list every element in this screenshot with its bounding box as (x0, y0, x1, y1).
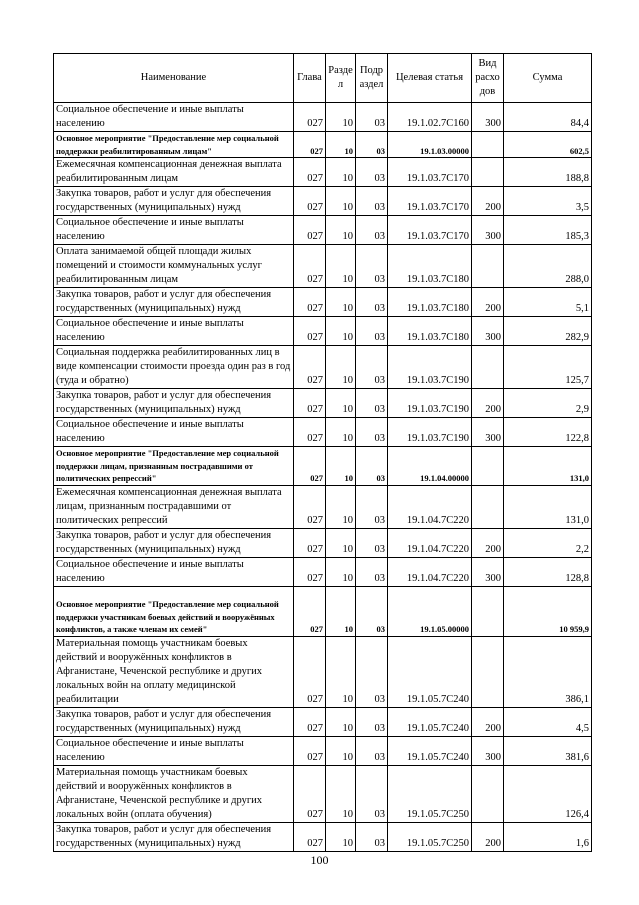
row-razdel-cell: 10 (326, 187, 356, 216)
row-target-cell: 19.1.04.7С220 (388, 485, 472, 528)
row-sum-cell: 282,9 (504, 317, 592, 346)
row-razdel-cell: 10 (326, 103, 356, 132)
row-vid-cell: 200 (472, 822, 504, 851)
row-sum-cell: 126,4 (504, 765, 592, 822)
row-vid-cell: 300 (472, 557, 504, 586)
row-podrazdel-cell: 03 (356, 822, 388, 851)
table-row (54, 485, 592, 528)
row-name-cell: Закупка товаров, работ и услуг для обеспечения государственных (муниципальных) нужд (54, 288, 294, 317)
table-row (54, 158, 592, 187)
row-vid-cell (472, 245, 504, 288)
row-razdel-cell: 10 (326, 317, 356, 346)
row-razdel-cell: 10 (326, 736, 356, 765)
header-razdel: Разде л (326, 54, 356, 103)
row-vid-cell (472, 765, 504, 822)
row-glava-cell: 027 (294, 245, 326, 288)
row-podrazdel-cell: 03 (356, 187, 388, 216)
row-vid-cell: 300 (472, 736, 504, 765)
table-row (54, 822, 592, 851)
row-glava-cell: 027 (294, 132, 326, 158)
table-row (54, 346, 592, 389)
row-podrazdel-cell: 03 (356, 158, 388, 187)
row-glava-cell: 027 (294, 822, 326, 851)
row-glava-cell: 027 (294, 736, 326, 765)
row-target-cell: 19.1.05.00000 (388, 586, 472, 636)
table-row (54, 557, 592, 586)
table-row (54, 317, 592, 346)
row-name-cell: Основное мероприятие "Предоставление мер социальной поддержки участникам боевых действий и вооружённых конфликтов, а также членам их семей" (54, 586, 294, 636)
row-target-cell: 19.1.05.7С250 (388, 765, 472, 822)
table-row (54, 736, 592, 765)
row-vid-cell: 200 (472, 528, 504, 557)
row-glava-cell: 027 (294, 288, 326, 317)
row-glava-cell: 027 (294, 447, 326, 486)
row-name-cell: Закупка товаров, работ и услуг для обеспечения государственных (муниципальных) нужд (54, 822, 294, 851)
row-razdel-cell: 10 (326, 158, 356, 187)
row-podrazdel-cell: 03 (356, 765, 388, 822)
table-row (54, 765, 592, 822)
row-glava-cell: 027 (294, 586, 326, 636)
row-glava-cell: 027 (294, 346, 326, 389)
header-row (54, 54, 592, 103)
row-podrazdel-cell: 03 (356, 216, 388, 245)
row-target-cell: 19.1.04.7С220 (388, 528, 472, 557)
row-target-cell: 19.1.03.00000 (388, 132, 472, 158)
row-target-cell: 19.1.05.7С240 (388, 707, 472, 736)
row-target-cell: 19.1.04.7С220 (388, 557, 472, 586)
row-name-cell: Социальное обеспечение и иные выплаты населению (54, 103, 294, 132)
row-vid-cell: 200 (472, 707, 504, 736)
header-name: Наименование (54, 54, 294, 103)
row-glava-cell: 027 (294, 707, 326, 736)
row-name-cell: Ежемесячная компенсационная денежная выплата лицам, признанным пострадавшими от политических репрессий (54, 485, 294, 528)
row-target-cell: 19.1.05.7С240 (388, 636, 472, 707)
row-glava-cell: 027 (294, 485, 326, 528)
row-podrazdel-cell: 03 (356, 447, 388, 486)
row-name-cell: Основное мероприятие "Предоставление мер социальной поддержки реабилитированным лицам" (54, 132, 294, 158)
row-sum-cell: 128,8 (504, 557, 592, 586)
row-podrazdel-cell: 03 (356, 636, 388, 707)
row-vid-cell (472, 636, 504, 707)
row-name-cell: Социальное обеспечение и иные выплаты населению (54, 557, 294, 586)
row-razdel-cell: 10 (326, 765, 356, 822)
table-row (54, 636, 592, 707)
row-sum-cell: 602,5 (504, 132, 592, 158)
table-row (54, 528, 592, 557)
row-razdel-cell: 10 (326, 132, 356, 158)
row-name-cell: Закупка товаров, работ и услуг для обеспечения государственных (муниципальных) нужд (54, 389, 294, 418)
row-sum-cell: 381,6 (504, 736, 592, 765)
row-vid-cell (472, 158, 504, 187)
row-sum-cell: 185,3 (504, 216, 592, 245)
table-row (54, 132, 592, 158)
row-glava-cell: 027 (294, 765, 326, 822)
row-sum-cell: 3,5 (504, 187, 592, 216)
row-vid-cell: 300 (472, 103, 504, 132)
table-row (54, 586, 592, 636)
header-podrazdel: Подр аздел (356, 54, 388, 103)
row-target-cell: 19.1.03.7С190 (388, 346, 472, 389)
row-name-cell: Материальная помощь участникам боевых действий и вооружённых конфликтов в Афганистане, Чеченской республике и других локальных войн на оплату медицинской реабилитации (54, 636, 294, 707)
row-name-cell: Закупка товаров, работ и услуг для обеспечения государственных (муниципальных) нужд (54, 528, 294, 557)
header-target: Целевая статья (388, 54, 472, 103)
row-razdel-cell: 10 (326, 288, 356, 317)
row-glava-cell: 027 (294, 158, 326, 187)
row-sum-cell: 131,0 (504, 447, 592, 486)
row-target-cell: 19.1.05.7С250 (388, 822, 472, 851)
row-podrazdel-cell: 03 (356, 103, 388, 132)
row-sum-cell: 4,5 (504, 707, 592, 736)
table-row (54, 216, 592, 245)
table-row (54, 245, 592, 288)
table-row (54, 103, 592, 132)
row-razdel-cell: 10 (326, 636, 356, 707)
page-number: 100 (310, 853, 329, 867)
row-razdel-cell: 10 (326, 418, 356, 447)
row-glava-cell: 027 (294, 389, 326, 418)
row-razdel-cell: 10 (326, 557, 356, 586)
row-vid-cell: 200 (472, 389, 504, 418)
row-name-cell: Социальное обеспечение и иные выплаты населению (54, 736, 294, 765)
row-razdel-cell: 10 (326, 528, 356, 557)
row-name-cell: Закупка товаров, работ и услуг для обеспечения государственных (муниципальных) нужд (54, 707, 294, 736)
row-name-cell: Социальное обеспечение и иные выплаты населению (54, 317, 294, 346)
row-sum-cell: 188,8 (504, 158, 592, 187)
row-name-cell: Закупка товаров, работ и услуг для обеспечения государственных (муниципальных) нужд (54, 187, 294, 216)
row-sum-cell: 288,0 (504, 245, 592, 288)
row-sum-cell: 386,1 (504, 636, 592, 707)
row-razdel-cell: 10 (326, 447, 356, 486)
table-row (54, 707, 592, 736)
header-glava: Глава (294, 54, 326, 103)
row-glava-cell: 027 (294, 187, 326, 216)
row-podrazdel-cell: 03 (356, 485, 388, 528)
row-podrazdel-cell: 03 (356, 288, 388, 317)
row-target-cell: 19.1.03.7С170 (388, 216, 472, 245)
row-podrazdel-cell: 03 (356, 346, 388, 389)
row-podrazdel-cell: 03 (356, 736, 388, 765)
row-target-cell: 19.1.02.7С160 (388, 103, 472, 132)
row-podrazdel-cell: 03 (356, 389, 388, 418)
row-razdel-cell: 10 (326, 389, 356, 418)
row-target-cell: 19.1.03.7С180 (388, 245, 472, 288)
header-sum: Сумма (504, 54, 592, 103)
row-sum-cell: 10 959,9 (504, 586, 592, 636)
row-razdel-cell: 10 (326, 216, 356, 245)
row-glava-cell: 027 (294, 528, 326, 557)
table-row (54, 187, 592, 216)
row-razdel-cell: 10 (326, 245, 356, 288)
row-glava-cell: 027 (294, 103, 326, 132)
row-target-cell: 19.1.05.7С240 (388, 736, 472, 765)
row-vid-cell (472, 485, 504, 528)
row-podrazdel-cell: 03 (356, 586, 388, 636)
row-vid-cell (472, 586, 504, 636)
row-target-cell: 19.1.03.7С170 (388, 187, 472, 216)
row-razdel-cell: 10 (326, 586, 356, 636)
row-sum-cell: 2,2 (504, 528, 592, 557)
row-target-cell: 19.1.03.7С180 (388, 288, 472, 317)
row-target-cell: 19.1.03.7С180 (388, 317, 472, 346)
row-target-cell: 19.1.04.00000 (388, 447, 472, 486)
row-razdel-cell: 10 (326, 346, 356, 389)
row-name-cell: Социальное обеспечение и иные выплаты населению (54, 216, 294, 245)
row-vid-cell (472, 346, 504, 389)
row-sum-cell: 84,4 (504, 103, 592, 132)
row-name-cell: Ежемесячная компенсационная денежная выплата реабилитированным лицам (54, 158, 294, 187)
row-name-cell: Оплата занимаемой общей площади жилых помещений и стоимости коммунальных услуг реабилитированным лицам (54, 245, 294, 288)
row-name-cell: Социальное обеспечение и иные выплаты населению (54, 418, 294, 447)
row-name-cell: Основное мероприятие "Предоставление мер социальной поддержки лицам, признанным пострадавшими от политических репрессий" (54, 447, 294, 486)
row-razdel-cell: 10 (326, 707, 356, 736)
row-razdel-cell: 10 (326, 822, 356, 851)
row-vid-cell: 300 (472, 317, 504, 346)
row-podrazdel-cell: 03 (356, 528, 388, 557)
row-razdel-cell: 10 (326, 485, 356, 528)
table-row (54, 418, 592, 447)
row-sum-cell: 2,9 (504, 389, 592, 418)
row-sum-cell: 5,1 (504, 288, 592, 317)
budget-table (53, 53, 592, 852)
row-vid-cell (472, 132, 504, 158)
header-vid: Вид расхо дов (472, 54, 504, 103)
row-sum-cell: 131,0 (504, 485, 592, 528)
table-row (54, 389, 592, 418)
row-sum-cell: 125,7 (504, 346, 592, 389)
row-sum-cell: 122,8 (504, 418, 592, 447)
row-glava-cell: 027 (294, 216, 326, 245)
row-glava-cell: 027 (294, 418, 326, 447)
row-target-cell: 19.1.03.7С170 (388, 158, 472, 187)
table-row (54, 288, 592, 317)
table-row (54, 447, 592, 486)
row-podrazdel-cell: 03 (356, 557, 388, 586)
row-name-cell: Социальная поддержка реабилитированных лиц в виде компенсации стоимости проезда один раз в год (туда и обратно) (54, 346, 294, 389)
row-name-cell: Материальная помощь участникам боевых действий и вооружённых конфликтов в Афганистане, Чеченской республике и других локальных войн (оплата обучения) (54, 765, 294, 822)
row-glava-cell: 027 (294, 317, 326, 346)
row-podrazdel-cell: 03 (356, 245, 388, 288)
row-vid-cell: 200 (472, 288, 504, 317)
row-podrazdel-cell: 03 (356, 132, 388, 158)
row-vid-cell: 200 (472, 187, 504, 216)
row-target-cell: 19.1.03.7С190 (388, 389, 472, 418)
row-podrazdel-cell: 03 (356, 707, 388, 736)
row-vid-cell: 300 (472, 418, 504, 447)
row-target-cell: 19.1.03.7С190 (388, 418, 472, 447)
row-glava-cell: 027 (294, 557, 326, 586)
row-vid-cell: 300 (472, 216, 504, 245)
row-podrazdel-cell: 03 (356, 418, 388, 447)
row-podrazdel-cell: 03 (356, 317, 388, 346)
row-vid-cell (472, 447, 504, 486)
row-sum-cell: 1,6 (504, 822, 592, 851)
row-glava-cell: 027 (294, 636, 326, 707)
